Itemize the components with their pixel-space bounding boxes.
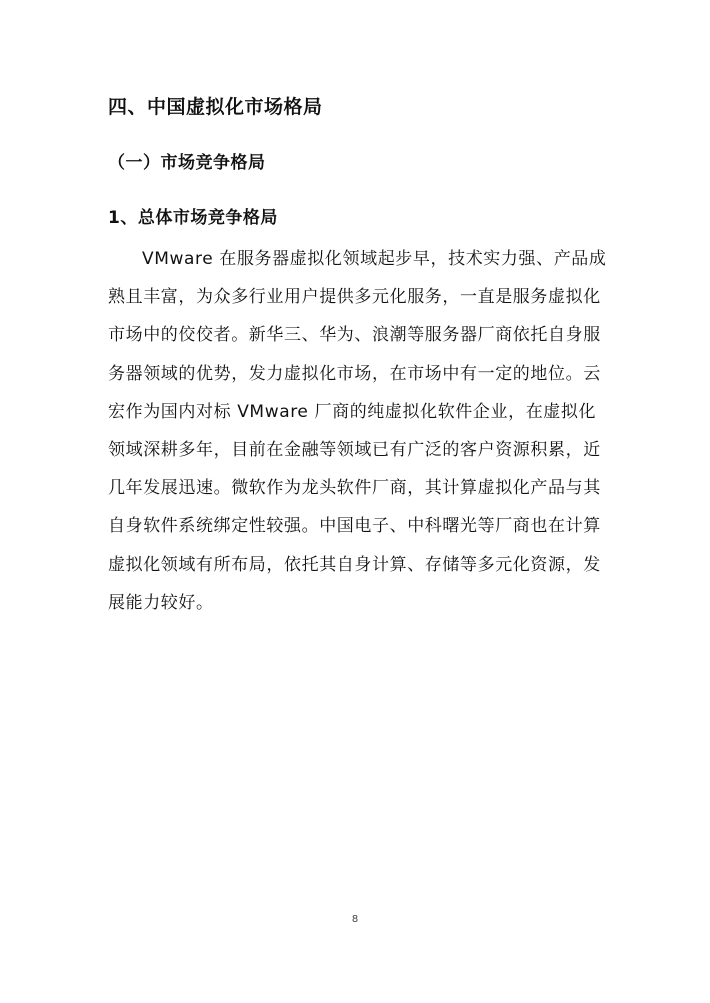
paragraph-line: 宏作为国内对标 VMware 厂商的纯虚拟化软件企业，在虚拟化: [108, 401, 597, 422]
paragraph-line: 熟且丰富，为众多行业用户提供多元化服务，一直是服务虚拟化: [108, 287, 601, 308]
body-paragraph: [108, 240, 608, 622]
paragraph-line: 务器领域的优势，发力虚拟化市场，在市场中有一定的地位。云: [108, 363, 601, 384]
subsubsection-heading: 1、总体市场竞争格局: [108, 208, 278, 228]
subsection-heading: （一）市场竞争格局: [108, 153, 266, 173]
paragraph-line: 展能力较好。: [108, 592, 214, 613]
section-heading: 四、中国虚拟化市场格局: [108, 96, 323, 118]
page-number: 8: [351, 914, 359, 925]
paragraph-line: 领域深耕多年，目前在金融等领域已有广泛的客户资源积累，近: [108, 439, 601, 460]
paragraph-line: VMware 在服务器虚拟化领域起步早，技术实力强、产品成: [142, 249, 607, 269]
paragraph-line: 虚拟化领域有所布局，依托其自身计算、存储等多元化资源，发: [108, 554, 601, 575]
paragraph-line: 自身软件系统绑定性较强。中国电子、中科曙光等厂商也在计算: [108, 516, 601, 537]
paragraph-line: 市场中的佼佼者。新华三、华为、浪潮等服务器厂商依托自身服: [108, 325, 601, 346]
paragraph-line: 几年发展迅速。微软作为龙头软件厂商，其计算虚拟化产品与其: [108, 478, 601, 499]
